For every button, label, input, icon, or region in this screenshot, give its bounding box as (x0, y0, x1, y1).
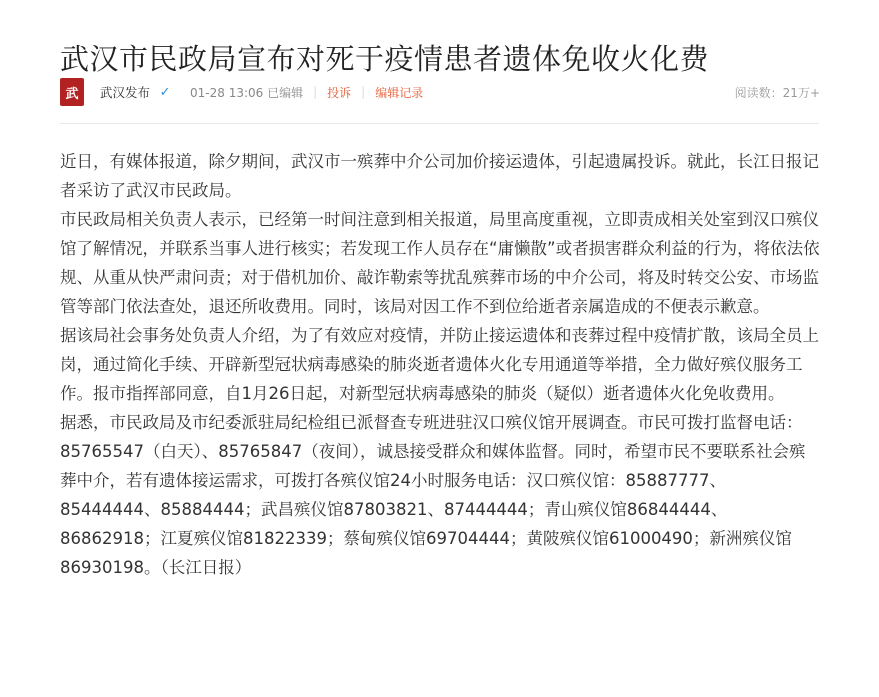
article-title: 武汉市民政局宣布对死于疫情患者遗体免收火化费 (60, 42, 710, 77)
report-link[interactable]: 投诉 (327, 85, 352, 100)
meta-divider: | (313, 85, 318, 99)
author-name[interactable]: 武汉发布 (100, 85, 151, 100)
header-divider (60, 123, 819, 124)
article-paragraph: 近日，有媒体报道，除夕期间，武汉市一殡葬中介公司加价接运遗体，引起遗属投诉。就此，长江日报记者采访了武汉市民政局。 (60, 152, 819, 200)
edit-history-link[interactable]: 编辑记录 (375, 85, 424, 100)
read-count: 阅读数：21万+ (734, 85, 820, 100)
article-meta (60, 76, 820, 108)
author-avatar[interactable]: 武 (60, 78, 84, 106)
article-paragraph: 据悉，市民政局及市纪委派驻局纪检组已派督查专班进驻汉口殡仪馆开展调查。市民可拨打监督电话：85765547（白天）、85765847（夜间），诚恳接受群众和媒体监督。同时，希望市民不要联系社会殡葬中介，若有遗体接运需求，可拨打各殡仪馆24小时服务电话：汉口殡仪馆：85887777、85444444、85884444；武昌殡仪馆87803821、87444444；青山殡仪馆86844444、86862918；江夏殡仪馆81822339；蔡甸殡仪馆69704444；黄陂殡仪馆61000490；新洲殡仪馆86930198。（长江日报） (60, 413, 806, 577)
article-body (60, 147, 820, 582)
v-badge-icon: ✓ (159, 84, 171, 100)
meta-divider: | (361, 85, 366, 99)
publish-time: 01-28 13:06 已编辑 (190, 85, 304, 100)
article-paragraph: 据该局社会事务处负责人介绍，为了有效应对疫情，并防止接运遗体和丧葬过程中疫情扩散，该局全员上岗，通过简化手续、开辟新型冠状病毒感染的肺炎逝者遗体火化专用通道等举措，全力做好殡仪服务工作。报市指挥部同意，自1月26日起，对新型冠状病毒感染的肺炎（疑似）逝者遗体火化免收费用。 (60, 326, 819, 403)
article-paragraph: 市民政局相关负责人表示，已经第一时间注意到相关报道，局里高度重视，立即责成相关处室到汉口殡仪馆了解情况，并联系当事人进行核实；若发现工作人员存在“庸懒散”或者损害群众利益的行为，将依法依规、从重从快严肃问责；对于借机加价、敲诈勒索等扰乱殡葬市场的中介公司，将及时转交公安、市场监管等部门依法查处，退还所收费用。同时，该局对因工作不到位给逝者亲属造成的不便表示歉意。 (60, 210, 820, 316)
